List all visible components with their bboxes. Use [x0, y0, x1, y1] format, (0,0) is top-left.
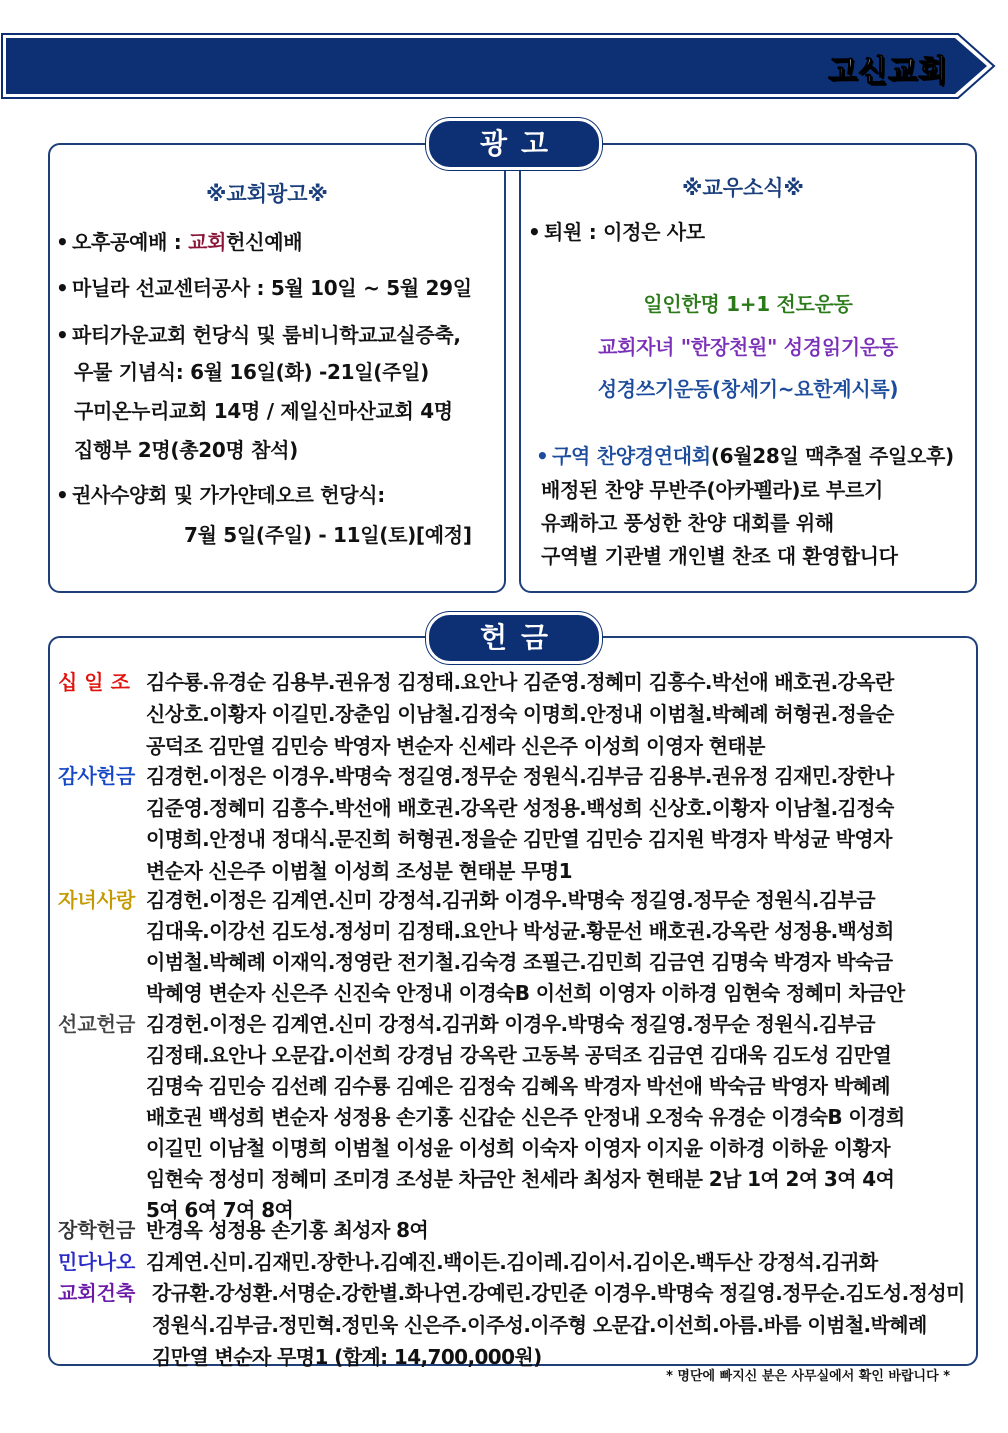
offering-names-line: 김명숙 김민승 김선례 김수룡 김예은 김정숙 김혜옥 박경자 박선애 박숙금 박영자 박혜례 [146, 1074, 890, 1098]
campaign-bible-writing: 성경쓰기운동(창세기~요한계시록) [597, 377, 899, 401]
offering-names-line: 김경헌.이정은 이경우.박명숙 정길영.정무순 정원식.김부금 김용부.권유정 김재민.장한나 [146, 764, 894, 788]
offering-names-line: 강규환.강성환.서명순.강한별.화나연.강예린.강민준 이경우.박명숙 정길영.정무순.김도성.정성미 [152, 1281, 965, 1305]
bullet-icon: • [56, 230, 69, 254]
news-contest-line: 배정된 찬양 무반주(아카펠라)로 부르기 [541, 478, 883, 502]
ad-item-dedication-line: 구미온누리교회 14명 / 제일신마산교회 4명 [74, 399, 453, 423]
bullet-icon: • [56, 276, 69, 300]
highlight-text: 교회 [188, 230, 227, 254]
news-contest: • 구역 찬양경연대회(6월28일 맥추절 주일오후) [536, 444, 954, 468]
offering-names-line: 임현숙 정성미 정혜미 조미경 조성분 차금안 천세라 최성자 현태분 2남 1여 2여 3여 4여 [146, 1167, 895, 1191]
offering-names-line: 신상호.이황자 이길민.장춘임 이남철.김정숙 이명희.안정내 이범철.박혜례 허형권.정을순 [146, 702, 894, 726]
offering-names-line: 박혜영 변순자 신은주 신진숙 안정내 이경숙B 이선희 이영자 이하경 임현숙 정혜미 차금안 [146, 981, 905, 1005]
bullet-icon: • [56, 483, 69, 507]
offering-names-line: 반경옥 성정용 손기홍 최성자 8여 [146, 1218, 429, 1242]
ad-item-dedication-line: 우물 기념식: 6월 16일(화) -21일(주일) [74, 360, 430, 384]
news-discharge: • 퇴원 : 이정은 사모 [528, 220, 705, 244]
ad-item-manila: • 마닐라 선교센터공사 : 5월 10일 ~ 5월 29일 [56, 276, 472, 300]
header-banner [0, 28, 1000, 100]
church-ads-title: ※교회광고※ [206, 182, 328, 206]
offering-names-line: 김준영.정혜미 김흥수.박선애 배호권.강옥란 성정용.백성희 신상호.이황자 이남철.김정숙 [146, 796, 894, 820]
offering-category-building: 교회건축 [58, 1281, 136, 1305]
offering-names-line: 배호권 백성희 변순자 성정용 손기홍 신갑순 신은주 안정내 오정숙 유경순 이경숙B 이경희 [146, 1105, 905, 1129]
offering-category-tithe: 십 일 조 [58, 670, 130, 694]
offering-names-line: 김계연.신미.김재민.장한나.김예진.백이든.김이레.김이서.김이온.백두산 강정석.김귀화 [146, 1250, 878, 1274]
contest-highlight: 구역 찬양경연대회 [552, 444, 711, 468]
offering-section-title: 헌금 [426, 612, 602, 664]
offering-note: * 명단에 빠지신 분은 사무실에서 확인 바랍니다 * [666, 1369, 950, 1384]
bullet-icon: • [56, 323, 69, 347]
offering-names-line: 이명희.안정내 정대식.문진희 허형권.정을순 김만열 김민승 김지원 박경자 박성균 박영자 [146, 827, 892, 851]
ad-item-dedication: • 파티가운교회 헌당식 및 룸비니학교교실증축, [56, 323, 461, 347]
offering-names-line: 김만열 변순자 무명1 (합계: 14,700,000원) [152, 1345, 542, 1369]
offering-names-line: 김경헌.이정은 김계연.신미 강정석.김귀화 이경우.박명숙 정길영.정무순 정원식.김부금 [146, 1012, 876, 1036]
offering-names-line: 김수룡.유경순 김용부.권유정 김정태.요안나 김준영.정혜미 김흥수.박선애 배호권.강옥란 [146, 670, 894, 694]
offering-category-scholarship: 장학헌금 [58, 1218, 136, 1242]
ads-section-title: 광고 [426, 118, 602, 170]
offering-names-line: 김대욱.이강선 김도성.정성미 김정태.요안나 박성균.황문선 배호권.강옥란 성정용.백성희 [146, 919, 894, 943]
news-contest-line: 구역별 기관별 개인별 찬조 대 환영합니다 [541, 544, 898, 568]
campaign-evangelism: 일인한명 1+1 전도운동 [643, 292, 853, 316]
church-name: 고신교회 [828, 54, 948, 89]
offering-category-mission: 선교헌금 [58, 1012, 136, 1036]
offering-names-line: 김경헌.이정은 김계연.신미 강정석.김귀화 이경우.박명숙 정길영.정무순 정원식.김부금 [146, 888, 876, 912]
offering-names-line: 공덕조 김만열 김민승 박영자 변순자 신세라 신은주 이성희 이영자 현태분 [146, 734, 765, 758]
member-news-title: ※교우소식※ [682, 176, 804, 200]
news-contest-line: 유쾌하고 풍성한 찬양 대회를 위해 [541, 511, 834, 535]
offering-category-children: 자녀사랑 [58, 888, 136, 912]
bullet-icon: • [528, 220, 541, 244]
offering-names-line: 변순자 신은주 이범철 이성희 조성분 현태분 무명1 [146, 859, 572, 883]
offering-names-line: 5여 6여 7여 8여 [146, 1198, 294, 1222]
offering-category-mindanao: 민다나오 [58, 1250, 136, 1274]
bullet-icon: • [536, 444, 549, 468]
offering-names-line: 김정태.요안나 오문갑.이선희 강경님 강옥란 고동복 공덕조 김금연 김대욱 김도성 김만열 [146, 1043, 892, 1067]
offering-names-line: 이길민 이남철 이명희 이범철 이성윤 이성희 이숙자 이영자 이지윤 이하경 이하윤 이황자 [146, 1136, 890, 1160]
campaign-bible-reading: 교회자녀 "한장천원" 성경읽기운동 [598, 335, 898, 359]
offering-names-line: 이범철.박혜례 이재익.정영란 전기철.김숙경 조필근.김민희 김금연 김명숙 박경자 박숙금 [146, 950, 893, 974]
ad-item-retreat: • 권사수양회 및 가가얀데오르 헌당식: [56, 483, 385, 507]
ad-item-retreat-line: 7월 5일(주일) - 11일(토)[예정] [184, 523, 472, 547]
offering-names-line: 정원식.김부금.정민혁.정민욱 신은주.이주성.이주형 오문갑.이선희.아름.바름 이범철.박혜례 [152, 1313, 927, 1337]
offering-category-thanks: 감사헌금 [58, 764, 136, 788]
ad-item-dedication-line: 집행부 2명(총20명 참석) [74, 438, 299, 462]
ad-item-afternoon-service: • 오후공예배 : 교회헌신예배 [56, 230, 303, 254]
